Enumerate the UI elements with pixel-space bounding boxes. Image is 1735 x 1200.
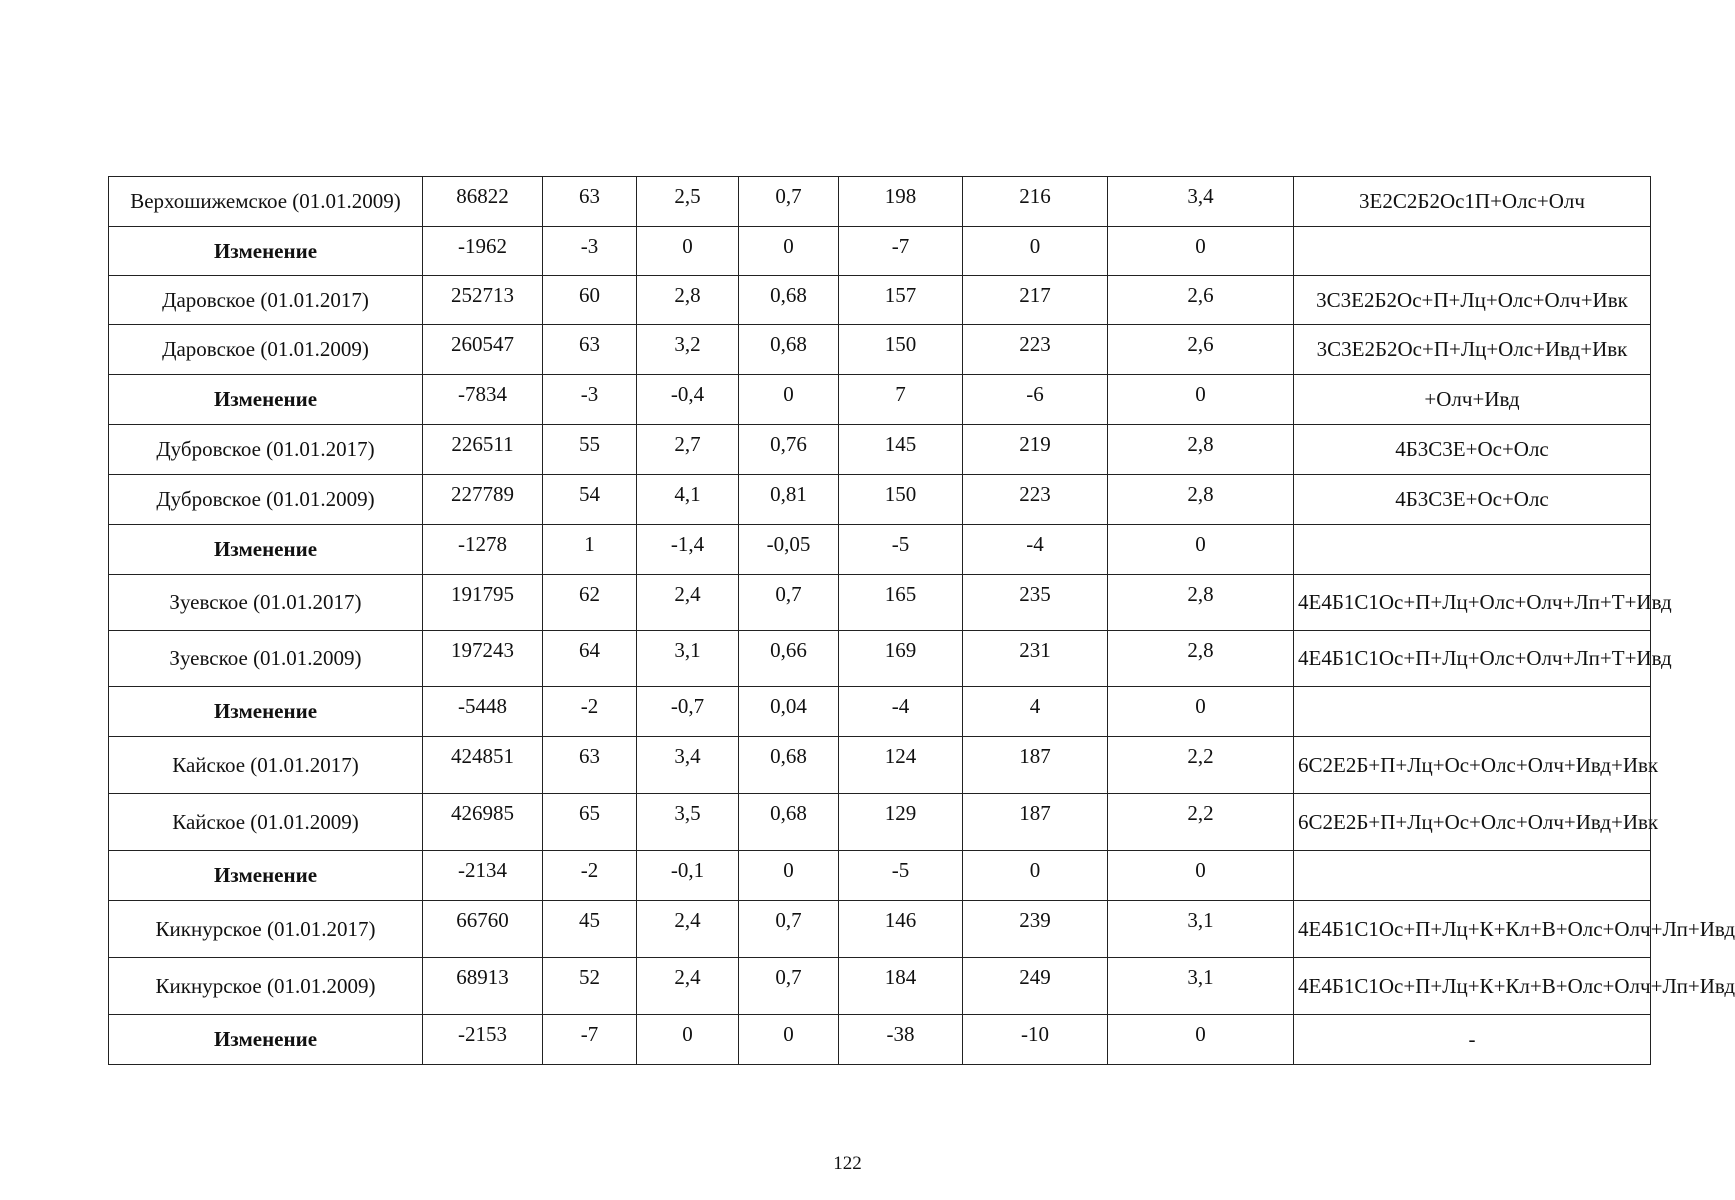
value-cell: 0 bbox=[739, 1015, 839, 1065]
value-cell: 68913 bbox=[423, 958, 543, 1015]
table-row bbox=[109, 737, 1651, 794]
value-cell: -1278 bbox=[423, 525, 543, 575]
value-cell: 150 bbox=[839, 475, 963, 525]
change-row bbox=[109, 375, 1651, 425]
value-cell: 54 bbox=[543, 475, 637, 525]
value-cell: 169 bbox=[839, 631, 963, 687]
table-row bbox=[109, 631, 1651, 687]
value-cell: 0,76 bbox=[739, 425, 839, 475]
value-cell: 0 bbox=[739, 851, 839, 901]
species-composition: 4Е4Б1С1Ос+П+Лц+К+Кл+В+Олс+Олч+Лп+Ивд bbox=[1294, 901, 1651, 958]
forestry-name: Зуевское (01.01.2009) bbox=[109, 631, 423, 687]
species-composition: 6С2Е2Б+П+Лц+Ос+Олс+Олч+Ивд+Ивк bbox=[1294, 737, 1651, 794]
value-cell: -3 bbox=[543, 227, 637, 276]
forestry-name: Даровское (01.01.2017) bbox=[109, 276, 423, 325]
value-cell: 249 bbox=[963, 958, 1108, 1015]
change-row bbox=[109, 1015, 1651, 1065]
value-cell: 0,66 bbox=[739, 631, 839, 687]
value-cell: 7 bbox=[839, 375, 963, 425]
value-cell: -38 bbox=[839, 1015, 963, 1065]
value-cell: 0,81 bbox=[739, 475, 839, 525]
species-composition: 4Е4Б1С1Ос+П+Лц+Олс+Олч+Лп+Т+Ивд bbox=[1294, 631, 1651, 687]
value-cell: 64 bbox=[543, 631, 637, 687]
value-cell: 129 bbox=[839, 794, 963, 851]
value-cell: 223 bbox=[963, 475, 1108, 525]
value-cell: 150 bbox=[839, 325, 963, 375]
value-cell: 4 bbox=[963, 687, 1108, 737]
value-cell: 187 bbox=[963, 737, 1108, 794]
value-cell: -2 bbox=[543, 851, 637, 901]
value-cell: 187 bbox=[963, 794, 1108, 851]
table-body bbox=[109, 177, 1735, 1065]
table-row bbox=[109, 794, 1651, 851]
value-cell: 65 bbox=[543, 794, 637, 851]
value-cell: 426985 bbox=[423, 794, 543, 851]
value-cell: 63 bbox=[543, 177, 637, 227]
value-cell: 165 bbox=[839, 575, 963, 631]
value-cell: 0 bbox=[1108, 687, 1294, 737]
value-cell: 0 bbox=[637, 1015, 739, 1065]
species-composition: 4Б3С3Е+Ос+Олс bbox=[1294, 425, 1651, 475]
change-row bbox=[109, 687, 1651, 737]
species-composition: 3С3Е2Б2Ос+П+Лц+Олс+Олч+Ивк bbox=[1294, 276, 1651, 325]
value-cell: 3,5 bbox=[637, 794, 739, 851]
table-row bbox=[109, 276, 1651, 325]
change-row bbox=[109, 227, 1651, 276]
value-cell: 4,1 bbox=[637, 475, 739, 525]
species-composition bbox=[1294, 525, 1651, 575]
forest-inventory-table bbox=[108, 176, 1735, 1065]
value-cell: 2,8 bbox=[637, 276, 739, 325]
change-label: Изменение bbox=[109, 525, 423, 575]
value-cell: -7 bbox=[543, 1015, 637, 1065]
change-label: Изменение bbox=[109, 687, 423, 737]
value-cell: 184 bbox=[839, 958, 963, 1015]
value-cell: -5448 bbox=[423, 687, 543, 737]
value-cell: 0,68 bbox=[739, 325, 839, 375]
value-cell: -2153 bbox=[423, 1015, 543, 1065]
value-cell: 223 bbox=[963, 325, 1108, 375]
species-composition: - bbox=[1294, 1015, 1651, 1065]
value-cell: 60 bbox=[543, 276, 637, 325]
value-cell: -0,05 bbox=[739, 525, 839, 575]
species-composition: 6С2Е2Б+П+Лц+Ос+Олс+Олч+Ивд+Ивк bbox=[1294, 794, 1651, 851]
value-cell: 2,8 bbox=[1108, 575, 1294, 631]
value-cell: 157 bbox=[839, 276, 963, 325]
value-cell: 0 bbox=[637, 227, 739, 276]
value-cell: 2,5 bbox=[637, 177, 739, 227]
table-row bbox=[109, 575, 1651, 631]
value-cell: 0,68 bbox=[739, 737, 839, 794]
value-cell: 2,2 bbox=[1108, 737, 1294, 794]
value-cell: 0 bbox=[1108, 525, 1294, 575]
value-cell: 86822 bbox=[423, 177, 543, 227]
species-composition: 3Е2С2Б2Ос1П+Олс+Олч bbox=[1294, 177, 1651, 227]
value-cell: -5 bbox=[839, 525, 963, 575]
value-cell: -7 bbox=[839, 227, 963, 276]
value-cell: 45 bbox=[543, 901, 637, 958]
value-cell: 191795 bbox=[423, 575, 543, 631]
value-cell: 226511 bbox=[423, 425, 543, 475]
value-cell: 66760 bbox=[423, 901, 543, 958]
value-cell: 235 bbox=[963, 575, 1108, 631]
value-cell: 63 bbox=[543, 325, 637, 375]
change-label: Изменение bbox=[109, 227, 423, 276]
value-cell: 2,2 bbox=[1108, 794, 1294, 851]
value-cell: 0,68 bbox=[739, 276, 839, 325]
forestry-name: Дубровское (01.01.2009) bbox=[109, 475, 423, 525]
value-cell: 0,7 bbox=[739, 958, 839, 1015]
value-cell: 124 bbox=[839, 737, 963, 794]
value-cell: 3,1 bbox=[1108, 958, 1294, 1015]
species-composition: 4Е4Б1С1Ос+П+Лц+Олс+Олч+Лп+Т+Ивд bbox=[1294, 575, 1651, 631]
value-cell: 2,6 bbox=[1108, 276, 1294, 325]
species-composition bbox=[1294, 227, 1651, 276]
value-cell: 0,04 bbox=[739, 687, 839, 737]
value-cell: 217 bbox=[963, 276, 1108, 325]
change-label: Изменение bbox=[109, 375, 423, 425]
forestry-name: Дубровское (01.01.2017) bbox=[109, 425, 423, 475]
value-cell: 2,4 bbox=[637, 901, 739, 958]
value-cell: -3 bbox=[543, 375, 637, 425]
value-cell: -2 bbox=[543, 687, 637, 737]
value-cell: 424851 bbox=[423, 737, 543, 794]
forestry-name: Даровское (01.01.2009) bbox=[109, 325, 423, 375]
value-cell: -10 bbox=[963, 1015, 1108, 1065]
value-cell: 0 bbox=[1108, 1015, 1294, 1065]
value-cell: 0,68 bbox=[739, 794, 839, 851]
value-cell: 55 bbox=[543, 425, 637, 475]
value-cell: 52 bbox=[543, 958, 637, 1015]
species-composition: 4Б3С3Е+Ос+Олс bbox=[1294, 475, 1651, 525]
value-cell: 3,2 bbox=[637, 325, 739, 375]
table-row bbox=[109, 901, 1651, 958]
value-cell: 0 bbox=[1108, 227, 1294, 276]
table-row bbox=[109, 958, 1651, 1015]
value-cell: 219 bbox=[963, 425, 1108, 475]
value-cell: 2,8 bbox=[1108, 425, 1294, 475]
value-cell: 252713 bbox=[423, 276, 543, 325]
value-cell: 3,1 bbox=[637, 631, 739, 687]
value-cell: 3,1 bbox=[1108, 901, 1294, 958]
page-number: 122 bbox=[833, 1153, 862, 1174]
table-row bbox=[109, 325, 1651, 375]
value-cell: 3,4 bbox=[1108, 177, 1294, 227]
value-cell: 0 bbox=[1108, 375, 1294, 425]
value-cell: 0 bbox=[739, 375, 839, 425]
value-cell: -5 bbox=[839, 851, 963, 901]
value-cell: 146 bbox=[839, 901, 963, 958]
value-cell: 0 bbox=[963, 227, 1108, 276]
value-cell: -1962 bbox=[423, 227, 543, 276]
value-cell: 2,8 bbox=[1108, 631, 1294, 687]
value-cell: 0 bbox=[963, 851, 1108, 901]
species-composition: +Олч+Ивд bbox=[1294, 375, 1651, 425]
table-row bbox=[109, 425, 1651, 475]
forestry-name: Кикнурское (01.01.2009) bbox=[109, 958, 423, 1015]
value-cell: 2,4 bbox=[637, 575, 739, 631]
value-cell: 2,4 bbox=[637, 958, 739, 1015]
value-cell: 0,7 bbox=[739, 901, 839, 958]
value-cell: -6 bbox=[963, 375, 1108, 425]
change-row bbox=[109, 851, 1651, 901]
table-row bbox=[109, 177, 1651, 227]
forestry-name: Кикнурское (01.01.2017) bbox=[109, 901, 423, 958]
value-cell: 0 bbox=[739, 227, 839, 276]
value-cell: 231 bbox=[963, 631, 1108, 687]
forestry-name: Кайское (01.01.2017) bbox=[109, 737, 423, 794]
value-cell: 62 bbox=[543, 575, 637, 631]
value-cell: 63 bbox=[543, 737, 637, 794]
value-cell: -2134 bbox=[423, 851, 543, 901]
species-composition bbox=[1294, 687, 1651, 737]
value-cell: 216 bbox=[963, 177, 1108, 227]
value-cell: -0,7 bbox=[637, 687, 739, 737]
value-cell: 145 bbox=[839, 425, 963, 475]
forestry-name: Верхошижемское (01.01.2009) bbox=[109, 177, 423, 227]
species-composition bbox=[1294, 851, 1651, 901]
value-cell: -1,4 bbox=[637, 525, 739, 575]
change-label: Изменение bbox=[109, 1015, 423, 1065]
value-cell: 0,7 bbox=[739, 177, 839, 227]
value-cell: 2,6 bbox=[1108, 325, 1294, 375]
species-composition: 3С3Е2Б2Ос+П+Лц+Олс+Ивд+Ивк bbox=[1294, 325, 1651, 375]
value-cell: -0,1 bbox=[637, 851, 739, 901]
value-cell: 227789 bbox=[423, 475, 543, 525]
species-composition: 4Е4Б1С1Ос+П+Лц+К+Кл+В+Олс+Олч+Лп+Ивд bbox=[1294, 958, 1651, 1015]
value-cell: -7834 bbox=[423, 375, 543, 425]
value-cell: 2,8 bbox=[1108, 475, 1294, 525]
value-cell: 260547 bbox=[423, 325, 543, 375]
value-cell: -4 bbox=[963, 525, 1108, 575]
forestry-name: Зуевское (01.01.2017) bbox=[109, 575, 423, 631]
value-cell: 2,7 bbox=[637, 425, 739, 475]
table-row bbox=[109, 475, 1651, 525]
value-cell: -4 bbox=[839, 687, 963, 737]
value-cell: -0,4 bbox=[637, 375, 739, 425]
value-cell: 197243 bbox=[423, 631, 543, 687]
value-cell: 3,4 bbox=[637, 737, 739, 794]
change-label: Изменение bbox=[109, 851, 423, 901]
change-row bbox=[109, 525, 1651, 575]
value-cell: 1 bbox=[543, 525, 637, 575]
value-cell: 0 bbox=[1108, 851, 1294, 901]
value-cell: 198 bbox=[839, 177, 963, 227]
forestry-name: Кайское (01.01.2009) bbox=[109, 794, 423, 851]
value-cell: 0,7 bbox=[739, 575, 839, 631]
value-cell: 239 bbox=[963, 901, 1108, 958]
